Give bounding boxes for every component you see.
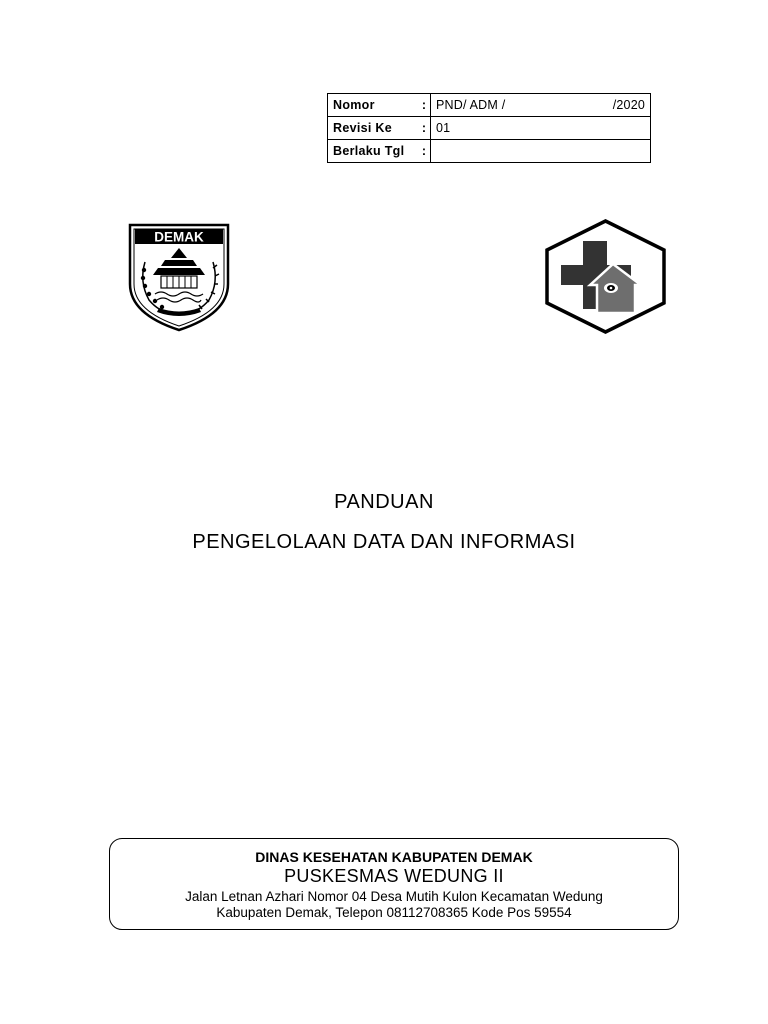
document-info-table [327, 93, 651, 163]
doc-row-berlaku [328, 140, 651, 163]
doc-value-nomor-prefix: PND/ ADM / [436, 98, 506, 112]
doc-label-berlaku: Berlaku Tgl [328, 140, 421, 163]
doc-value-nomor [431, 94, 651, 117]
demak-emblem-text: DEMAK [154, 229, 204, 245]
page-subtitle: PENGELOLAAN DATA DAN INFORMASI [192, 531, 576, 553]
doc-label-nomor: Nomor [328, 94, 421, 117]
footer-institution-name: PUSKESMAS WEDUNG II [284, 866, 504, 886]
footer-department: DINAS KESEHATAN KABUPATEN DEMAK [255, 849, 533, 865]
doc-label-revisi: Revisi Ke [328, 117, 421, 140]
doc-colon: : [420, 140, 431, 163]
footer-address-line-1: Jalan Letnan Azhari Nomor 04 Desa Mutih Kulon Kecamatan Wedung [185, 889, 603, 904]
page-title: PANDUAN [334, 491, 434, 513]
doc-value-nomor-year: /2020 [612, 98, 645, 112]
puskesmas-logo [545, 219, 666, 334]
demak-emblem-logo [127, 222, 231, 332]
doc-colon: : [420, 117, 431, 140]
doc-row-revisi [328, 117, 651, 140]
institution-footer-box [109, 838, 679, 930]
doc-value-berlaku [431, 140, 651, 163]
footer-address-line-2: Kabupaten Demak, Telepon 08112708365 Kode Pos 59554 [216, 905, 572, 920]
doc-colon: : [420, 94, 431, 117]
doc-row-nomor [328, 94, 651, 117]
doc-value-revisi: 01 [431, 117, 651, 140]
